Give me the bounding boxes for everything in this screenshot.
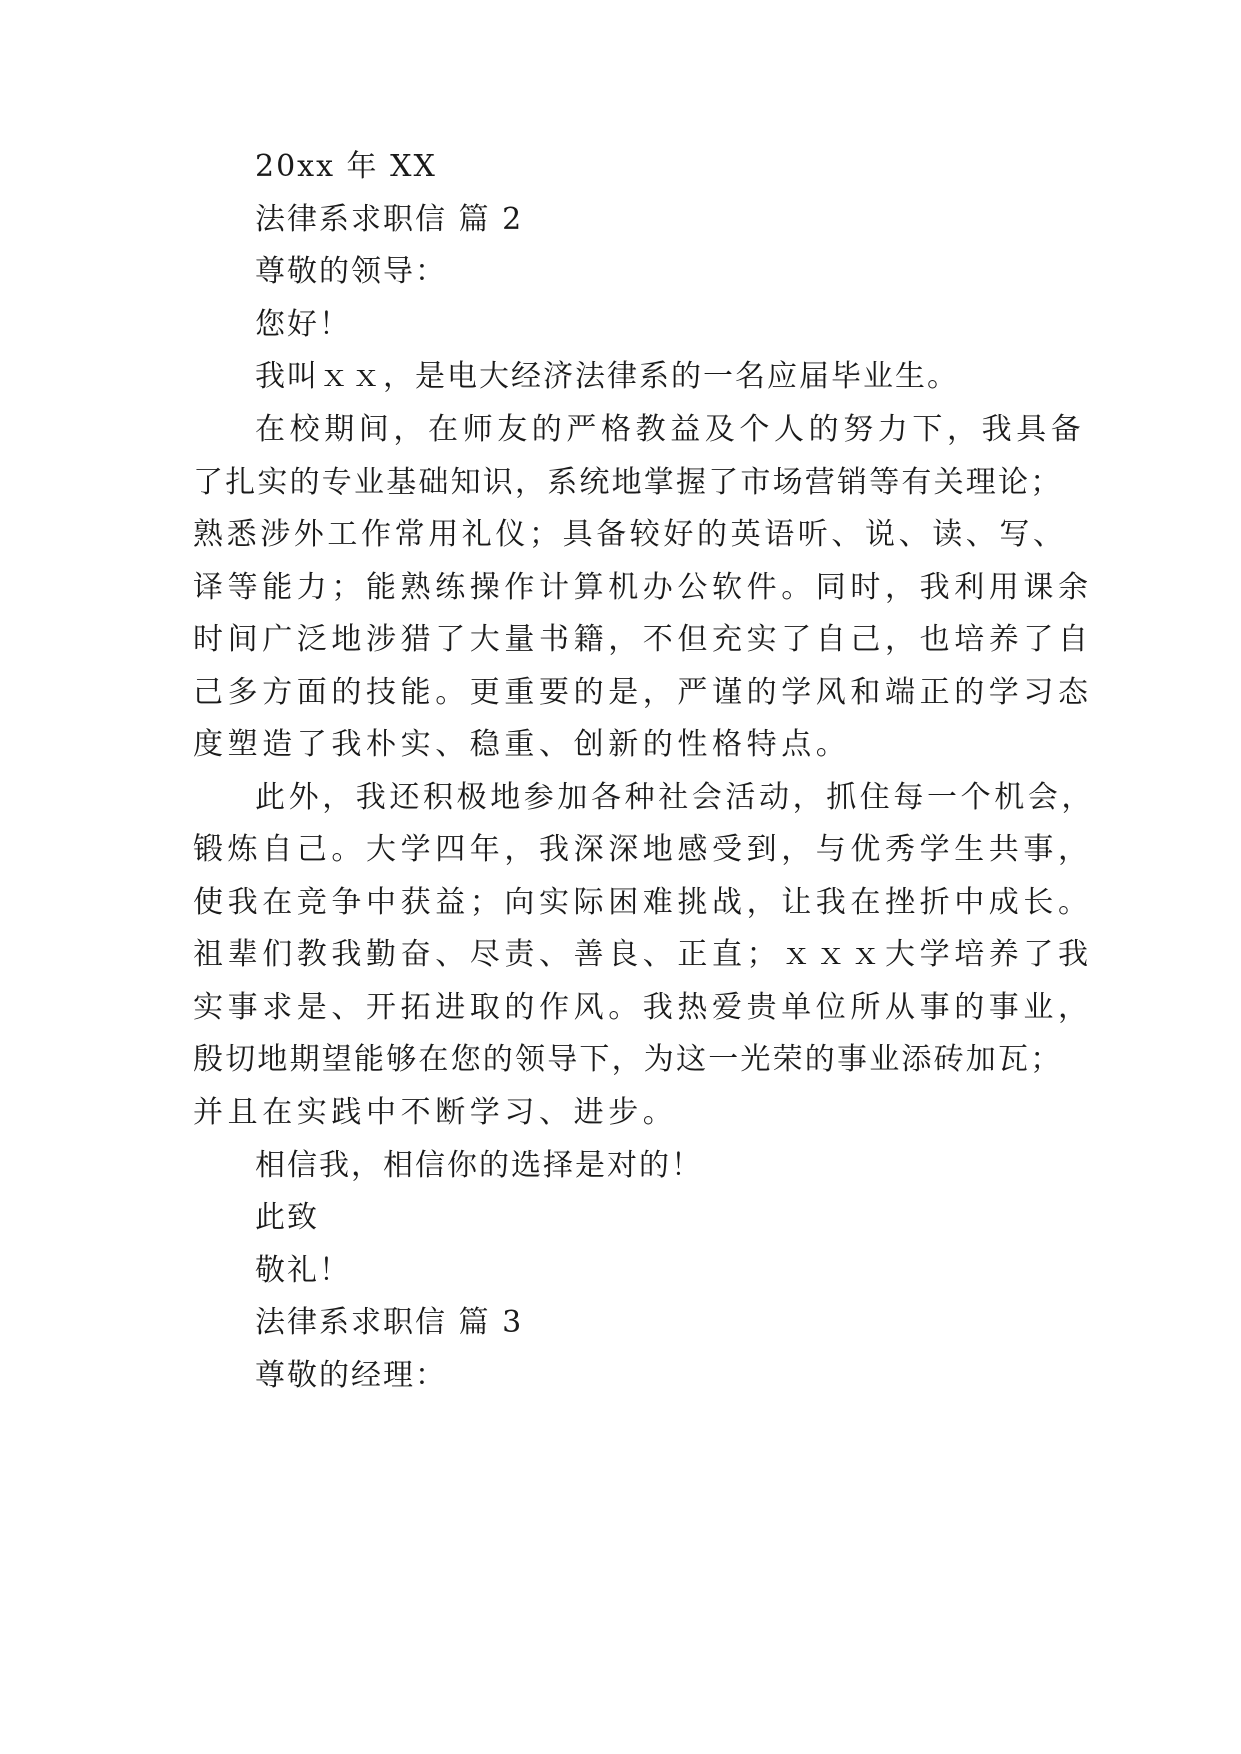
section-heading: 法律系求职信 篇 3 bbox=[255, 1305, 524, 1340]
closing-line: 相信我，相信你的选择是对的！ bbox=[255, 1148, 703, 1183]
salutation: 尊敬的经理： bbox=[255, 1358, 447, 1393]
paragraph-line: 实事求是、开拓进取的作风。我热爱贵单位所从事的事业， bbox=[193, 990, 1093, 1025]
salutation: 尊敬的领导： bbox=[255, 254, 447, 289]
paragraph-line: 度塑造了我朴实、稳重、创新的性格特点。 bbox=[193, 727, 851, 762]
paragraph-line: 译等能力；能熟练操作计算机办公软件。同时，我利用课余 bbox=[193, 570, 1093, 605]
section-heading: 法律系求职信 篇 2 bbox=[255, 202, 524, 237]
paragraph-line: 此外，我还积极地参加各种社会活动，抓住每一个机会， bbox=[255, 780, 1095, 815]
paragraph-line: 并且在实践中不断学习、进步。 bbox=[193, 1095, 678, 1130]
date-line: 20xx 年 XX bbox=[255, 149, 437, 184]
paragraph-line: 己多方面的技能。更重要的是，严谨的学风和端正的学习态 bbox=[193, 675, 1093, 710]
paragraph-line: 锻炼自己。大学四年，我深深地感受到，与优秀学生共事， bbox=[193, 832, 1093, 867]
paragraph-line: 了扎实的专业基础知识，系统地掌握了市场营销等有关理论； bbox=[193, 465, 1063, 500]
paragraph-line: 时间广泛地涉猎了大量书籍，不但充实了自己，也培养了自 bbox=[193, 622, 1093, 657]
closing-salute: 敬礼！ bbox=[255, 1253, 351, 1288]
paragraph-line: 在校期间，在师友的严格教益及个人的努力下，我具备 bbox=[255, 412, 1086, 447]
paragraph-line: 熟悉涉外工作常用礼仪；具备较好的英语听、说、读、写、 bbox=[193, 517, 1067, 552]
paragraph-line: 使我在竞争中获益；向实际困难挑战，让我在挫折中成长。 bbox=[193, 885, 1093, 920]
paragraph-line: 祖辈们教我勤奋、尽责、善良、正直；ｘｘｘ大学培养了我 bbox=[193, 937, 1093, 972]
paragraph-line: 我叫ｘｘ，是电大经济法律系的一名应届毕业生。 bbox=[255, 359, 959, 394]
closing-phrase: 此致 bbox=[255, 1200, 319, 1235]
paragraph-line: 殷切地期望能够在您的领导下，为这一光荣的事业添砖加瓦； bbox=[193, 1042, 1063, 1077]
greeting: 您好！ bbox=[255, 307, 351, 342]
